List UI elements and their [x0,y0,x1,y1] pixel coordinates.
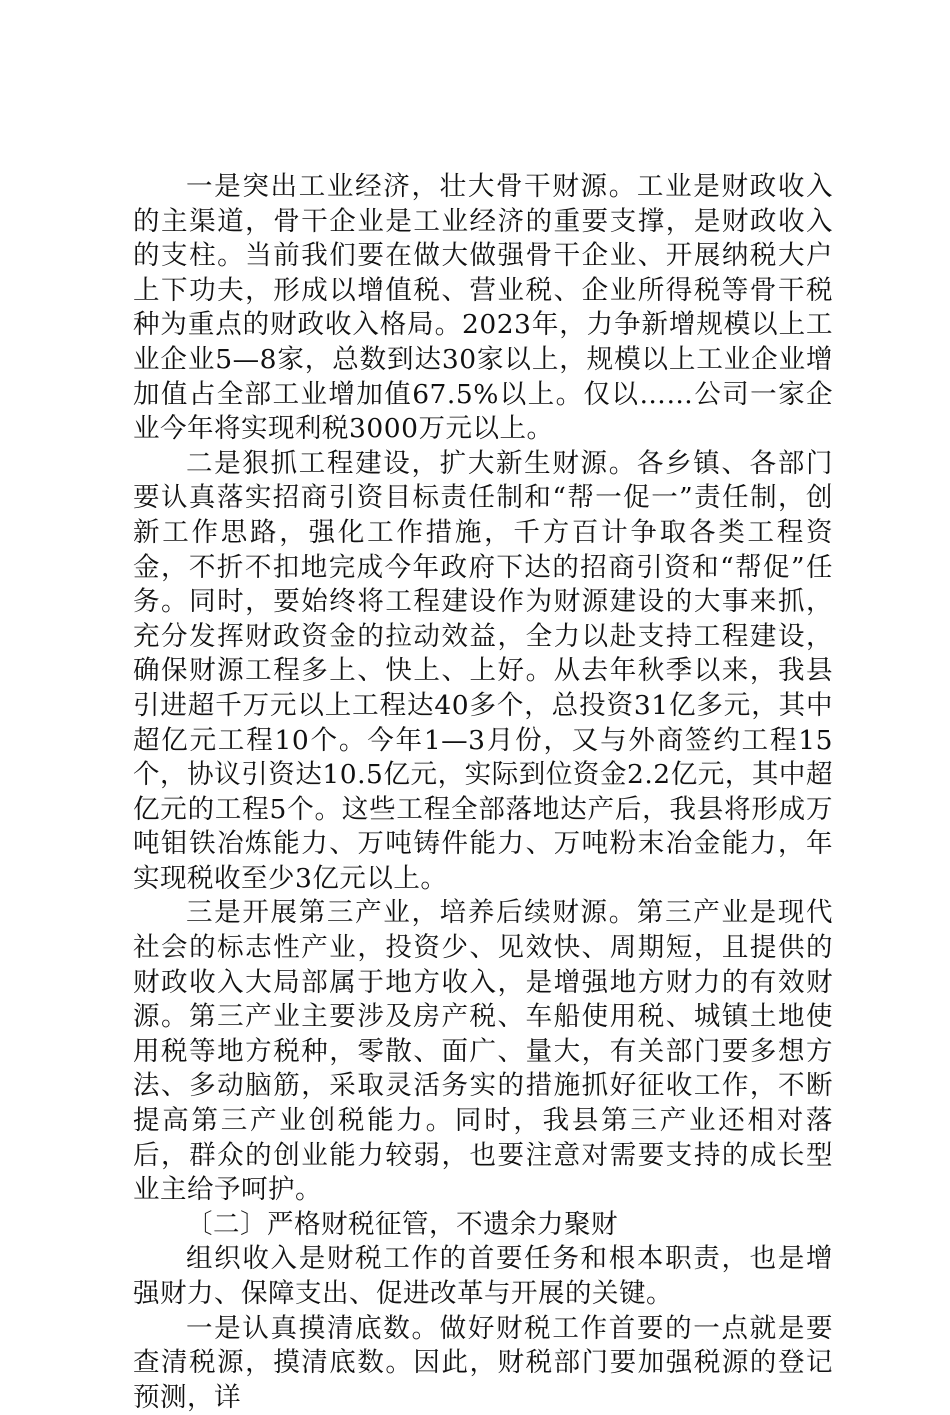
paragraph-clarify-base: 一是认真摸清底数。做好财税工作首要的一点就是要查清税源，摸清底数。因此，财税部门要加强税源的登记预测，详 [133,1312,833,1413]
section-heading-tax-collection: 〔二〕严格财税征管，不遗余力聚财 [186,1208,618,1240]
paragraph-revenue-organization: 组织收入是财税工作的首要任务和根本职责，也是增强财力、保障支出、促进改革与开展的关键。 [133,1243,833,1309]
document-body [133,170,833,1415]
paragraph-tertiary-industry: 三是开展第三产业，培养后续财源。第三产业是现代社会的标志性产业，投资少、见效快、周期短，且提供的财政收入大局部属于地方收入，是增强地方财力的有效财源。第三产业主要涉及房产税、车船使用税、城镇土地使用税等地方税种，零散、面广、量大，有关部门要多想方法、多动脑筋，采取灵活务实的措施抓好征收工作，不断提高第三产业创税能力。同时，我县第三产业还相对落后，群众的创业能力较弱，也要注意对需要支持的成长型业主给予呵护。 [133,897,833,1206]
paragraph-industrial-economy: 一是突出工业经济，壮大骨干财源。工业是财政收入的主渠道，骨干企业是工业经济的重要支撑，是财政收入的支柱。当前我们要在做大做强骨干企业、开展纳税大户上下功夫，形成以增值税、营业税、企业所得税等骨干税种为重点的财政收入格局。2023年，力争新增规模以上工业企业5—8家，总数到达30家以上，规模以上工业企业增加值占全部工业增加值67.5%以上。仅以……公司一家企业今年将实现利税3000万元以上。 [133,171,833,445]
paragraph-project-construction: 二是狠抓工程建设，扩大新生财源。各乡镇、各部门要认真落实招商引资目标责任制和“帮一促一”责任制，创新工作思路，强化工作措施，千方百计争取各类工程资金，不折不扣地完成今年政府下达的招商引资和“帮促”任务。同时，要始终将工程建设作为财源建设的大事来抓，充分发挥财政资金的拉动效益，全力以赴支持工程建设，确保财源工程多上、快上、上好。从去年秋季以来，我县引进超千万元以上工程达40多个，总投资31亿多元，其中超亿元工程10个。今年1—3月份，又与外商签约工程15个，协议引资达10.5亿元，实际到位资金2.2亿元，其中超亿元的工程5个。这些工程全部落地达产后，我县将形成万吨钼铁冶炼能力、万吨铸件能力、万吨粉末冶金能力，年实现税收至少3亿元以上。 [133,447,833,894]
